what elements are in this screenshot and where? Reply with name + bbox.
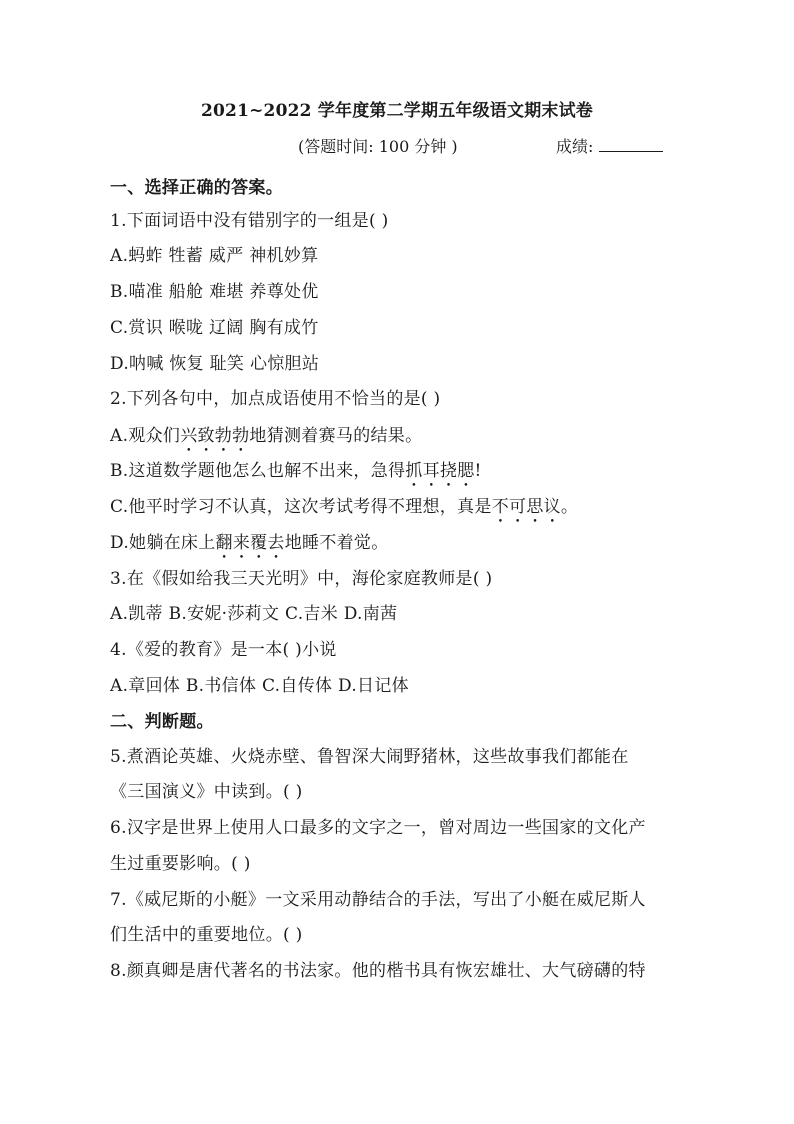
q2-c-dotted-idiom: 不可思议 xyxy=(491,497,561,517)
q2-a-text-post: 地猜测着赛马的结果。 xyxy=(249,426,423,446)
q5-line2: 《三国演义》中读到。( ) xyxy=(110,782,303,802)
q1-option-c: C.赏识 喉咙 辽阔 胸有成竹 xyxy=(110,318,319,338)
q2-b-text-pre: B.这道数学题他怎么也解不出来，急得 xyxy=(110,461,406,481)
q6-line2: 生过重要影响。( ) xyxy=(110,854,251,874)
q2-c-text-pre: C.他平时学习不认真，这次考试考得不理想，真是 xyxy=(110,497,492,517)
q5-line1: 5.煮酒论英雄、火烧赤壁、鲁智深大闹野猪林，这些故事我们都能在 xyxy=(110,747,629,767)
q6-line1: 6.汉字是世界上使用人口最多的文字之一，曾对周边一些国家的文化产 xyxy=(110,818,646,838)
q2-option-d xyxy=(110,528,389,563)
q2-stem: 2.下列各句中，加点成语使用不恰当的是( ) xyxy=(110,389,441,409)
q2-option-a xyxy=(110,421,422,456)
q3-options: A.凯蒂 B.安妮·莎莉文 C.吉米 D.南茜 xyxy=(110,604,398,624)
q2-d-dotted-idiom: 翻来覆去 xyxy=(215,533,285,553)
q7-line1: 7.《威尼斯的小艇》一文采用动静结合的手法，写出了小艇在威尼斯人 xyxy=(110,890,646,910)
q1-option-d: D.呐喊 恢复 耻笑 心惊胆站 xyxy=(110,354,320,374)
q2-a-text-pre: A.观众们 xyxy=(110,426,181,446)
q2-b-text-post: ! xyxy=(474,461,482,481)
q1-option-b: B.喵准 船舱 难堪 养尊处优 xyxy=(110,282,319,302)
q2-option-b xyxy=(110,456,482,491)
q1-stem: 1.下面词语中没有错别字的一组是( ) xyxy=(110,211,389,231)
exam-title: 2021~2022 学年度第二学期五年级语文期末试卷 xyxy=(201,101,593,121)
score-field xyxy=(556,134,663,157)
q2-d-text-pre: D.她躺在床上 xyxy=(110,533,216,553)
section2-heading: 二、判断题。 xyxy=(110,712,214,732)
q4-stem: 4.《爱的教育》是一本( )小说 xyxy=(110,640,337,660)
q1-option-a: A.蚂蚱 牲蓄 威严 神机妙算 xyxy=(110,246,319,266)
q8-line1: 8.颜真卿是唐代著名的书法家。他的楷书具有恢宏雄壮、大气磅礴的特 xyxy=(110,961,646,981)
q2-d-text-post: 地睡不着觉。 xyxy=(284,533,389,553)
q2-option-c xyxy=(110,492,578,527)
q4-options: A.章回体 B.书信体 C.自传体 D.日记体 xyxy=(110,676,409,696)
q3-stem: 3.在《假如给我三天光明》中，海伦家庭教师是( ) xyxy=(110,569,493,589)
q2-c-text-post: 。 xyxy=(560,497,579,517)
score-label: 成绩: xyxy=(556,137,594,156)
q2-a-dotted-idiom: 兴致勃勃 xyxy=(180,426,250,446)
exam-time-note: (答题时间: 100 分钟 ) xyxy=(298,137,458,156)
q7-line2: 们生活中的重要地位。( ) xyxy=(110,925,303,945)
q2-b-dotted-idiom: 抓耳挠腮 xyxy=(405,461,475,481)
score-blank[interactable] xyxy=(599,137,663,152)
section1-heading: 一、选择正确的答案。 xyxy=(110,178,283,198)
